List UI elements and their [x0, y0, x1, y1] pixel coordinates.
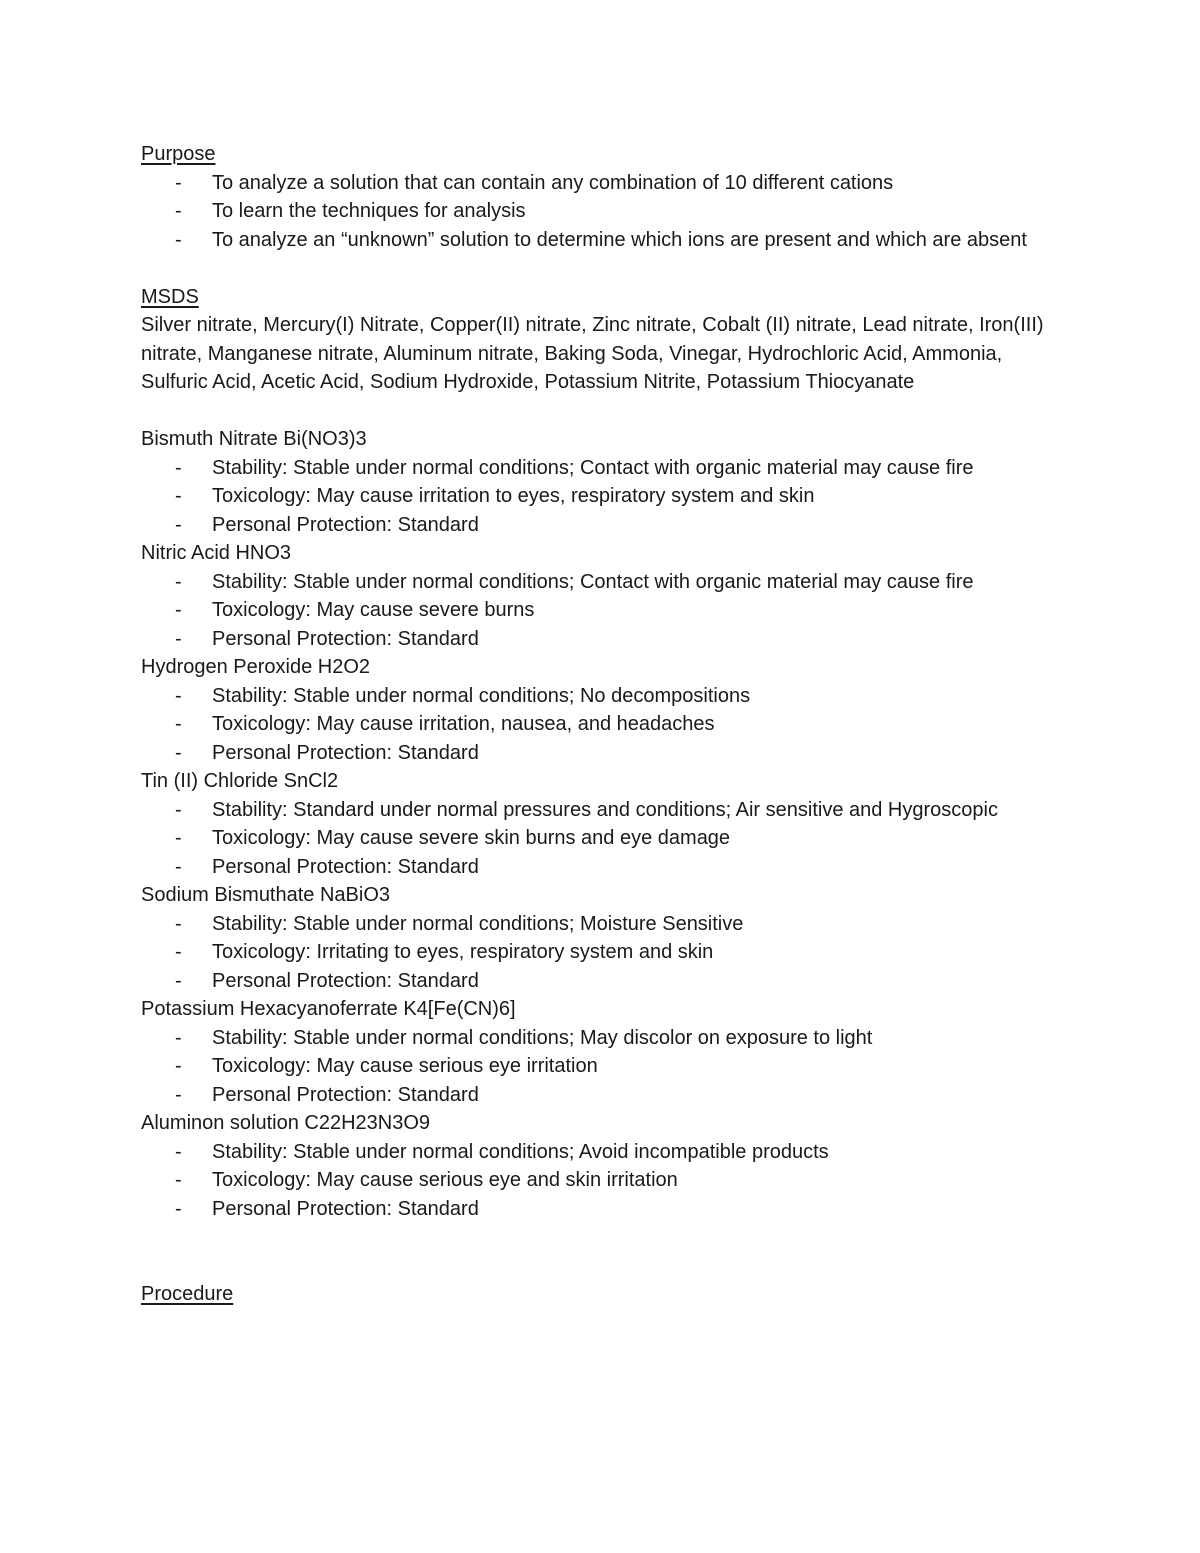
section-spacer	[141, 397, 1051, 426]
stability-item: - Stability: Standard under normal pressures and conditions; Air sensitive and Hygroscopic	[141, 796, 1051, 825]
msds-heading: MSDS	[141, 285, 199, 308]
section-spacer	[141, 254, 1051, 283]
bullet-dash: -	[175, 1083, 182, 1106]
chemical-name: Sodium Bismuthate NaBiO3	[141, 884, 391, 906]
chemical-name: Bismuth Nitrate Bi(NO3)3	[141, 428, 367, 450]
protection-item: - Personal Protection: Standard	[141, 1195, 1051, 1224]
chemical-name: Hydrogen Peroxide H2O2	[141, 656, 371, 678]
bullet-dash: -	[175, 1055, 182, 1077]
chemical-name: Tin (II) Chloride SnCl2	[141, 770, 339, 792]
bullet-dash: -	[175, 969, 182, 992]
toxicology-item: - Toxicology: May cause irritation, nausea, and headaches	[141, 710, 1051, 739]
protection-item: - Personal Protection: Standard	[141, 625, 1051, 654]
purpose-heading: Purpose	[141, 143, 216, 165]
purpose-item: - To learn the techniques for analysis	[141, 197, 1051, 226]
protection-item: - Personal Protection: Standard	[141, 1081, 1051, 1110]
chemical-name: Potassium Hexacyanoferrate K4[Fe(CN)6]	[141, 998, 516, 1020]
bullet-dash: -	[175, 513, 182, 536]
procedure-heading: Procedure	[141, 1283, 234, 1305]
stability-item: - Stability: Stable under normal conditions; Moisture Sensitive	[141, 910, 1051, 939]
chemical-entry	[141, 995, 1051, 1109]
bullet-dash: -	[175, 855, 182, 878]
stability-item: - Stability: Stable under normal conditions; Contact with organic material may cause fire	[141, 568, 1051, 597]
toxicology-item: - Toxicology: May cause serious eye and skin irritation	[141, 1166, 1051, 1195]
bullet-dash: -	[175, 1140, 182, 1163]
chemical-entry	[141, 539, 1051, 653]
chemical-entry	[141, 767, 1051, 881]
bullet-dash: -	[175, 570, 182, 593]
chemical-name: Aluminon solution C22H23N3O9	[141, 1112, 431, 1134]
bullet-dash: -	[175, 200, 182, 222]
toxicology-item: - Toxicology: May cause irritation to eyes, respiratory system and skin	[141, 482, 1051, 511]
toxicology-item: - Toxicology: May cause serious eye irritation	[141, 1052, 1051, 1081]
bullet-dash: -	[175, 713, 182, 735]
chemical-entry	[141, 881, 1051, 995]
chemical-entry	[141, 653, 1051, 767]
protection-item: - Personal Protection: Standard	[141, 853, 1051, 882]
document-page	[141, 140, 1051, 1309]
bullet-dash: -	[175, 1026, 182, 1049]
chemical-entry	[141, 1109, 1051, 1223]
bullet-dash: -	[175, 912, 182, 935]
stability-item: - Stability: Stable under normal conditions; Contact with organic material may cause fire	[141, 454, 1051, 483]
bullet-dash: -	[175, 171, 182, 194]
bullet-dash: -	[175, 485, 182, 507]
stability-item: - Stability: Stable under normal conditions; No decompositions	[141, 682, 1051, 711]
bullet-dash: -	[175, 456, 182, 479]
bullet-dash: -	[175, 228, 182, 251]
toxicology-item: - Toxicology: May cause severe burns	[141, 596, 1051, 625]
toxicology-item: - Toxicology: Irritating to eyes, respiratory system and skin	[141, 938, 1051, 967]
section-spacer	[141, 1223, 1051, 1280]
protection-item: - Personal Protection: Standard	[141, 967, 1051, 996]
bullet-dash: -	[175, 827, 182, 849]
bullet-dash: -	[175, 599, 182, 621]
purpose-item: - To analyze a solution that can contain any combination of 10 different cations	[141, 169, 1051, 198]
bullet-dash: -	[175, 1197, 182, 1220]
msds-chemical-list: Silver nitrate, Mercury(I) Nitrate, Copper(II) nitrate, Zinc nitrate, Cobalt (II) nitrate, Lead nitrate, Iron(III) nitrate, Manganese nitrate, Aluminum nitrate, Baking Soda, Vinegar, Hydrochloric Acid, Ammonia, Sulfuric Acid, Acetic Acid, Sodium Hydroxide, Potassium Nitrite, Potassium Thiocyanate	[141, 314, 1044, 393]
bullet-dash: -	[175, 798, 182, 821]
protection-item: - Personal Protection: Standard	[141, 511, 1051, 540]
chemical-entry	[141, 425, 1051, 539]
protection-item: - Personal Protection: Standard	[141, 739, 1051, 768]
toxicology-item: - Toxicology: May cause severe skin burns and eye damage	[141, 824, 1051, 853]
bullet-dash: -	[175, 741, 182, 764]
stability-item: - Stability: Stable under normal conditions; May discolor on exposure to light	[141, 1024, 1051, 1053]
bullet-dash: -	[175, 1169, 182, 1191]
bullet-dash: -	[175, 941, 182, 963]
purpose-list	[141, 169, 1051, 255]
purpose-item: - To analyze an “unknown” solution to determine which ions are present and which are absent	[141, 226, 1051, 255]
bullet-dash: -	[175, 627, 182, 650]
chemical-name: Nitric Acid HNO3	[141, 542, 292, 564]
bullet-dash: -	[175, 684, 182, 707]
stability-item: - Stability: Stable under normal conditions; Avoid incompatible products	[141, 1138, 1051, 1167]
